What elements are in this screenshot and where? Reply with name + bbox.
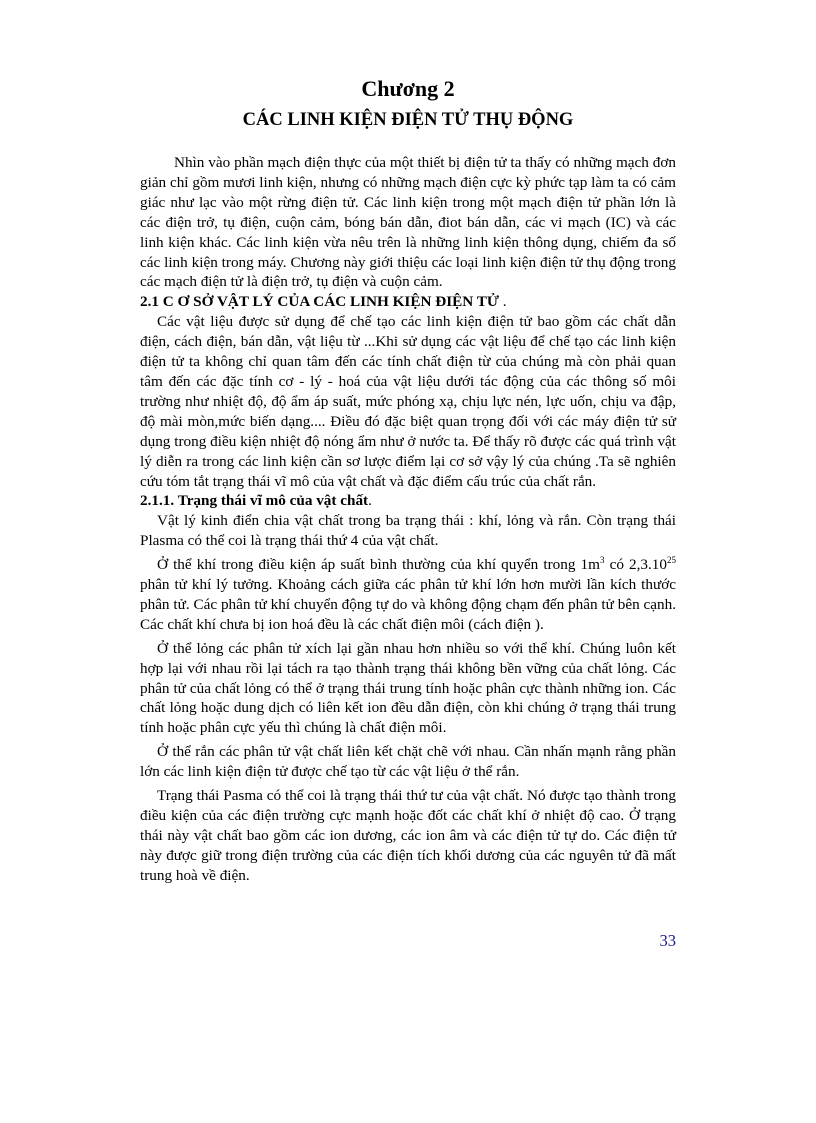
cubic-superscript: 3 [599,555,605,566]
document-page [140,76,676,886]
section-heading-2-1-1 [140,491,676,511]
gas-state-text-2: có 2,3.10 [604,556,667,574]
gas-state-text-3: phân tử khí lý tưởng. Khoảng cách giữa các phân tử khí lớn hơn mười lần kích thước phân tử. Các phân tử khí chuyển động tự do và không động chạm đến phân tử bên cạnh. Các chất khí chưa bị ion hoá đều là các chất điện môi (cách điện ). [140,576,676,633]
gas-state-paragraph [140,555,676,635]
chapter-title: CÁC LINH KIỆN ĐIỆN TỬ THỤ ĐỘNG [242,110,574,130]
chapter-number: Chương 2 [361,76,455,101]
section-heading-2-1-1-suffix: . [368,492,372,510]
section-heading-2-1-text: 2.1 C Ơ SỞ VẬT LÝ CỦA CÁC LINH KIỆN ĐIỆN TỬ [140,293,499,311]
section-heading-2-1 [140,292,676,312]
gas-state-text-1: Ở thể khí trong điều kiện áp suất bình thường của khí quyển trong 1m [157,556,600,574]
solid-state-paragraph: Ở thể rắn các phân tử vật chất liên kết chặt chẽ với nhau. Cần nhấn mạnh rằng phần lớn các linh kiện điện tử được chế tạo từ các vật liệu ở thể rắn. [140,743,676,781]
gas-liquid-solid-paragraph: Vật lý kinh điển chia vật chất trong ba trạng thái : khí, lỏng và rắn. Còn trạng thái Plasma có thể coi là trạng thái thứ 4 của vật chất. [140,512,676,550]
chapter-body [140,153,676,886]
plasma-state-paragraph: Trạng thái Pasma có thể coi là trạng thái thứ tư của vật chất. Nó được tạo thành trong điều kiện của các điện trường cực mạnh hoặc đốt các chất khí ở nhiệt độ cao. Ở trạng thái này vật chất bao gồm các ion dương, các ion âm và các điện tử tự do. Các điện tử này được giữ trong điện trường của các điện tích khối dương của các nguyên tử đã mất trung hoà về điện. [140,787,676,884]
intro-paragraph: Nhìn vào phần mạch điện thực của một thiết bị điện tử ta thấy có những mạch đơn giản chỉ gồm mươi linh kiện, nhưng có những mạch điện cực kỳ phức tạp làm ta có cảm giác như lạc vào một rừng điện tử. Các linh kiện trong một mạch điện tử phần lớn là các điện trở, tụ điện, cuộn cảm, bóng bán dẫn, điot bán dẫn, các vi mạch (IC) và các linh kiện khác. Các linh kiện vừa nêu trên là những linh kiện thông dụng, chiếm đa số các linh kiện trong máy. Chương này giới thiệu các loại linh kiện điện tử thụ động trong các mạch điện tử là điện trở, tụ điện và cuộn cảm. [140,154,676,291]
section-heading-2-1-suffix: . [498,293,507,311]
section-2-1-paragraph: Các vật liệu được sử dụng để chế tạo các linh kiện điện tử bao gồm các chất dẫn điện, cách điện, bán dẫn, vật liệu từ ...Khi sử dụng các vật liệu để chế tạo các linh kiện điện tử ta không chỉ quan tâm đến các tính chất điện từ của chúng mà còn phải quan tâm đến các đặc tính cơ - lý - hoá của vật liệu dưới tác động của các thông số môi trường như nhiệt độ, độ ẩm áp suất, mức phóng xạ, chịu lực nén, lực uốn, chịu va đập, độ mài mòn,mức biến dạng.... Điều đó đặc biệt quan trọng đối với các máy điện tử sử dụng trong điều kiện nhiệt độ nóng ẩm như ở nước ta. Để thấy rõ được các quá trình vật lý diễn ra trong các linh kiện cần sơ lược điểm lại cơ sở vậy lý của chúng .Ta sẽ nghiên cứu tóm tắt trạng thái vĩ mô của vật chất và đặc điểm cấu trúc của chất rắn. [140,313,676,490]
page-number: 33 [659,931,676,950]
liquid-state-paragraph: Ở thể lỏng các phân tử xích lại gần nhau hơn nhiều so với thể khí. Chúng luôn kết hợp lại với nhau rồi lại tách ra tạo thành trạng thái không bền vững của chất lỏng. Các phân tử của chất lỏng có thể ở trạng thái trung tính hoặc phân cực thành những ion. Các chất lỏng hoặc dung dịch có liên kết ion đều dẫn điện, còn khi chúng ở trạng thái trung tính hoặc phân cực yếu thì chúng là chất điện môi. [140,639,676,737]
section-heading-2-1-1-text: 2.1.1. Trạng thái vĩ mô của vật chất [140,492,369,510]
exponent-superscript: 25 [667,555,676,566]
